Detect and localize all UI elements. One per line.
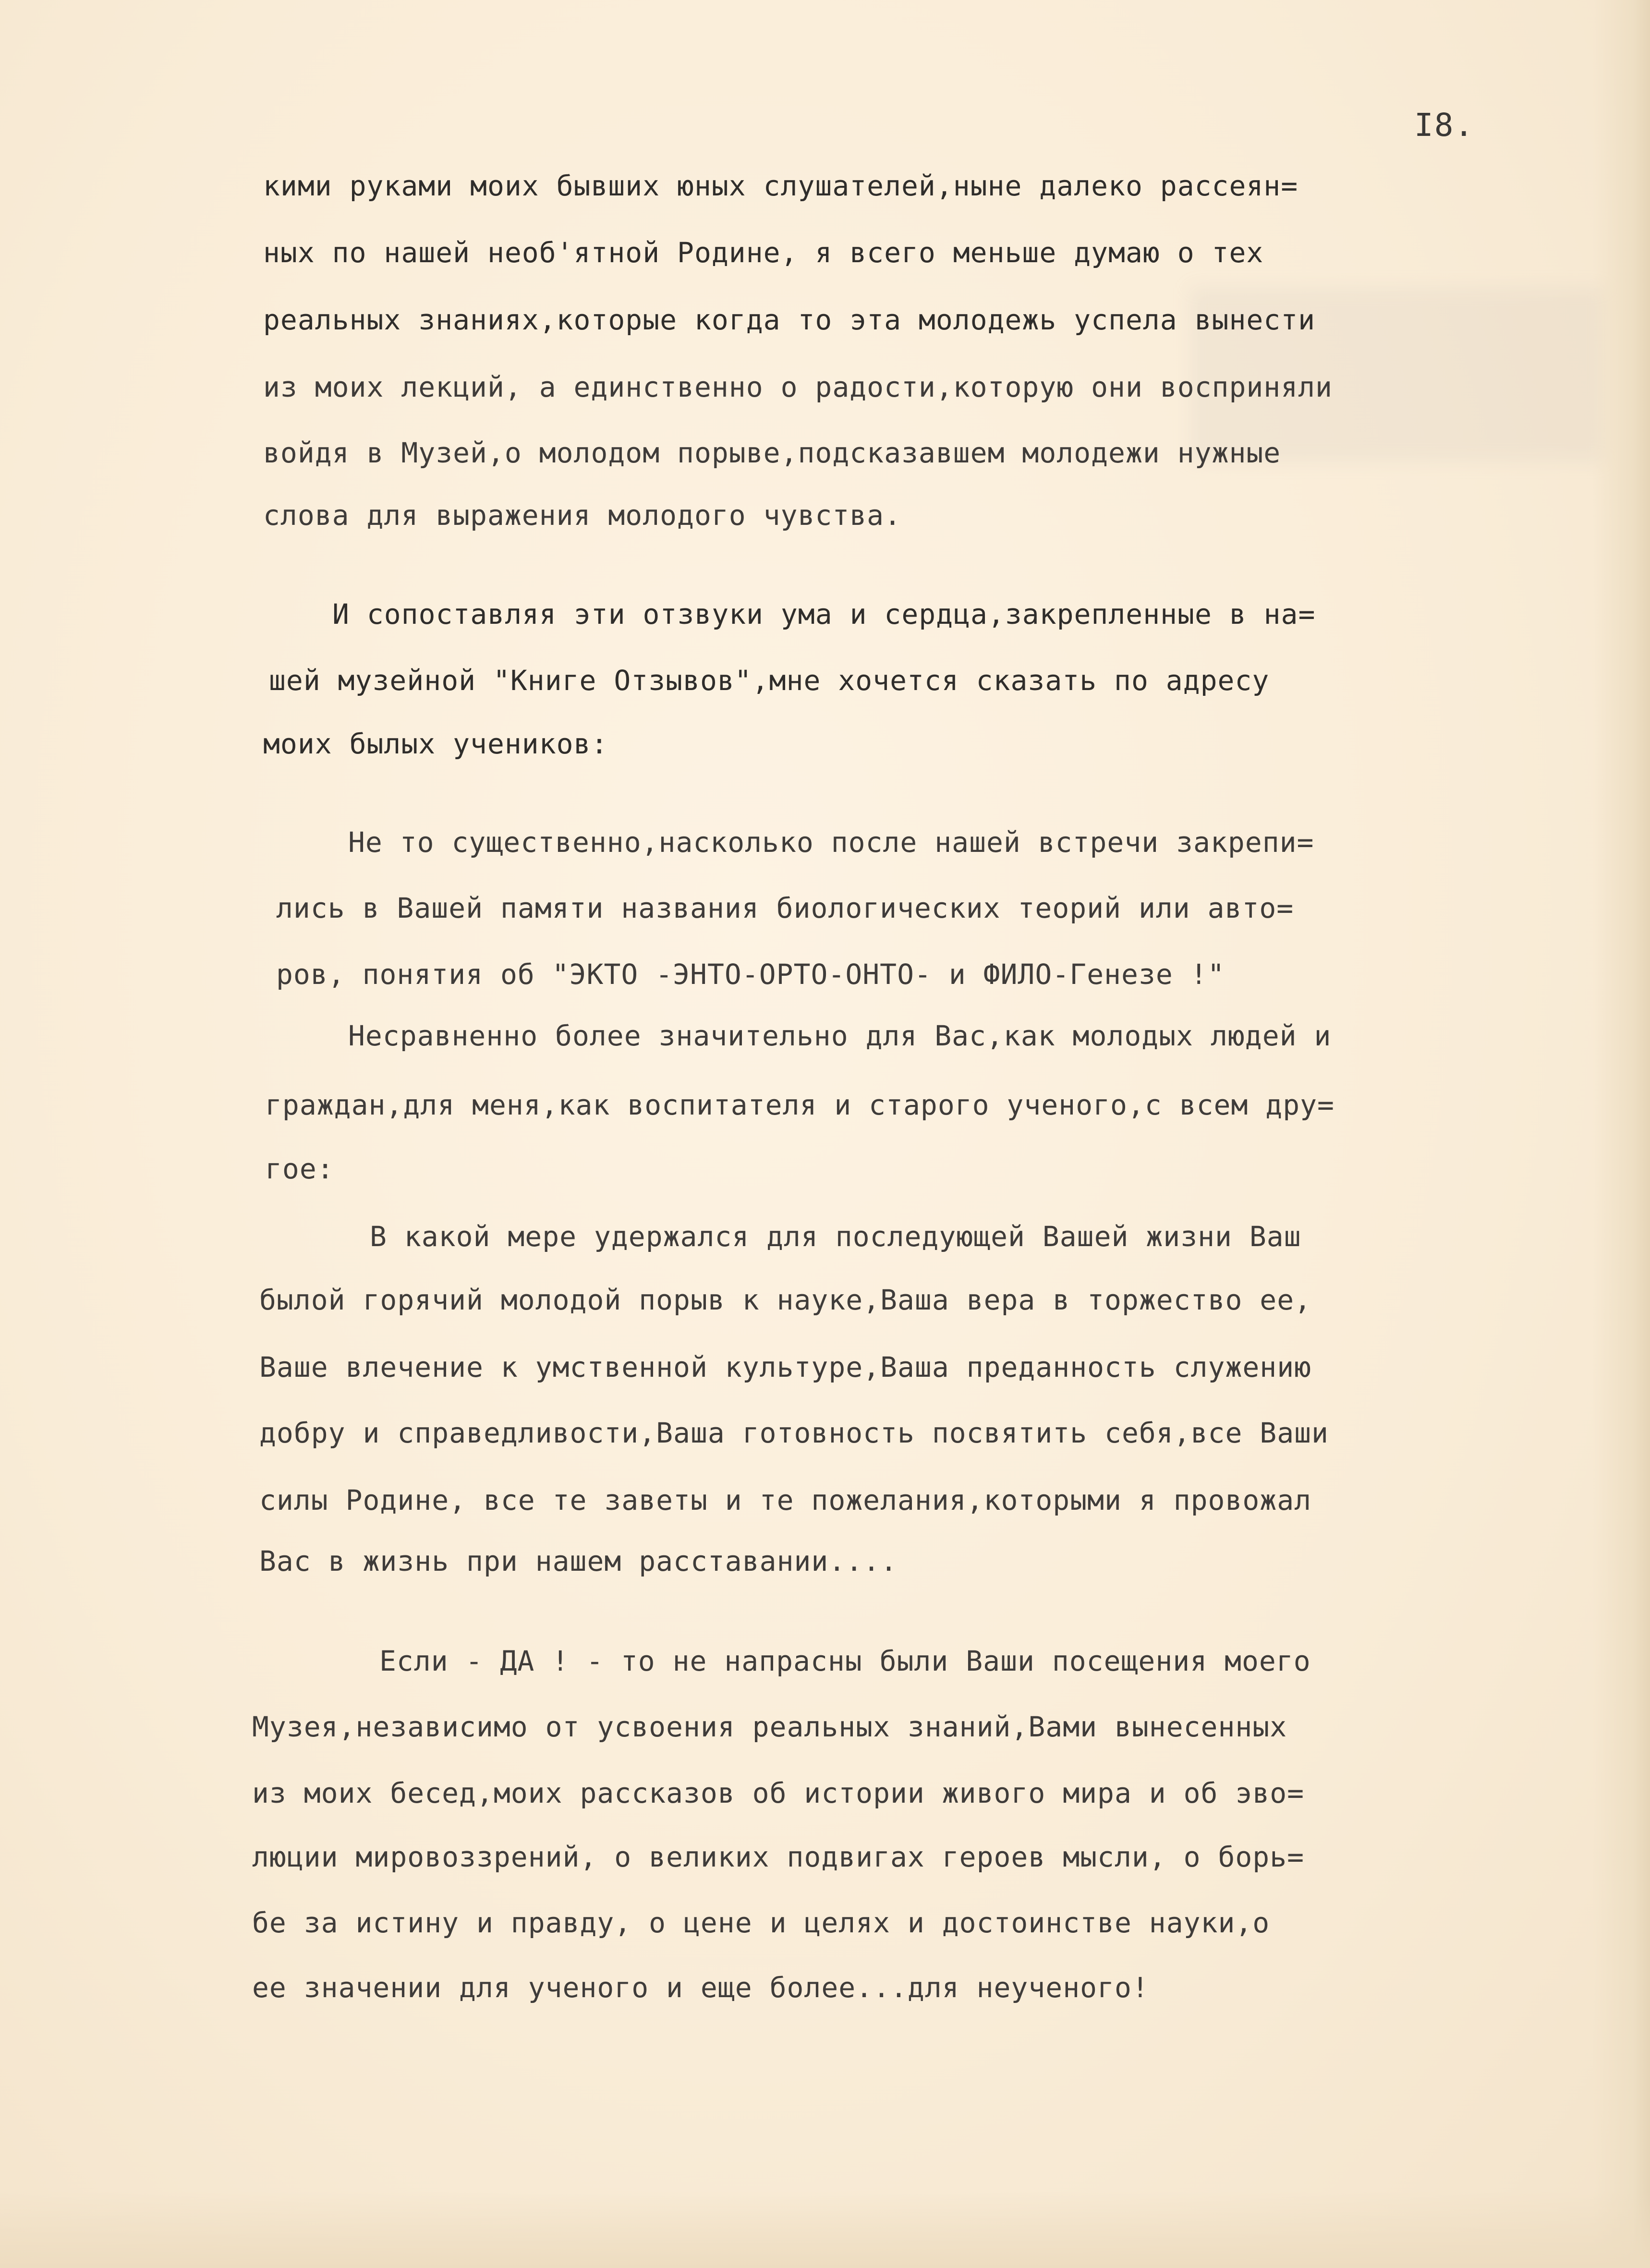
text-line: граждан,для меня,как воспитателя и старого ученого,с всем дру= (265, 1089, 1335, 1121)
text-line: шей музейной "Книге Отзывов",мне хочется сказать по адресу (269, 664, 1270, 697)
text-line: слова для выражения молодого чувства. (263, 499, 902, 532)
text-line: ров, понятия об "ЭКТО -ЭНТО-ОРТО-ОНТО- и ФИЛО-Генезе !" (276, 958, 1225, 991)
text-line: В какой мере удержался для последующей Вашей жизни Ваш (370, 1220, 1301, 1253)
text-line: силы Родине, все те заветы и те пожелания,которыми я провожал (259, 1484, 1312, 1516)
text-line: Музея,независимо от усвоения реальных знаний,Вами вынесенных (252, 1710, 1287, 1743)
text-line: гое: (265, 1152, 334, 1185)
text-line: Ваше влечение к умственной культуре,Ваша преданность служению (259, 1351, 1312, 1383)
text-line: И сопоставляя эти отзвуки ума и сердца,закрепленные в на= (332, 598, 1316, 631)
text-line: бе за истину и правду, о цене и целях и достоинстве науки,о (252, 1906, 1270, 1939)
text-line: кими руками моих бывших юных слушателей,ныне далеко рассеян= (263, 170, 1298, 202)
text-line: из моих лекций, а единственно о радости,которую они восприняли (263, 371, 1333, 403)
text-line: добру и справедливости,Ваша готовность посвятить себя,все Ваши (259, 1417, 1329, 1449)
text-line: люции мировоззрений, о великих подвигах героев мысли, о борь= (252, 1841, 1305, 1873)
text-line: Если - ДА ! - то не напрасны были Ваши посещения моего (379, 1645, 1311, 1677)
text-line: Вас в жизнь при нашем расставании.... (259, 1545, 898, 1577)
paper-edge-right (1592, 0, 1650, 2268)
text-line: Несравненно более значительно для Вас,как молодых людей и (348, 1019, 1332, 1052)
text-line: войдя в Музей,о молодом порыве,подсказавшем молодежи нужные (263, 437, 1281, 469)
text-line: из моих бесед,моих рассказов об истории живого мира и об эво= (252, 1777, 1305, 1809)
text-line: моих былых учеников: (263, 728, 608, 760)
page-number: I8. (1414, 107, 1475, 144)
text-line: Не то существенно,насколько после нашей встречи закрепи= (348, 826, 1314, 859)
text-line: лись в Вашей памяти названия биологических теорий или авто= (276, 892, 1294, 924)
text-line: былой горячий молодой порыв к науке,Ваша вера в торжество ее, (259, 1284, 1312, 1316)
paper-edge-bottom (0, 2191, 1650, 2268)
text-line: ее значении для ученого и еще более...для неученого! (252, 1971, 1149, 2004)
text-line: ных по нашей необ'ятной Родине, я всего меньше думаю о тех (263, 236, 1264, 269)
text-line: реальных знаниях,которые когда то эта молодежь успела вынести (263, 303, 1316, 336)
